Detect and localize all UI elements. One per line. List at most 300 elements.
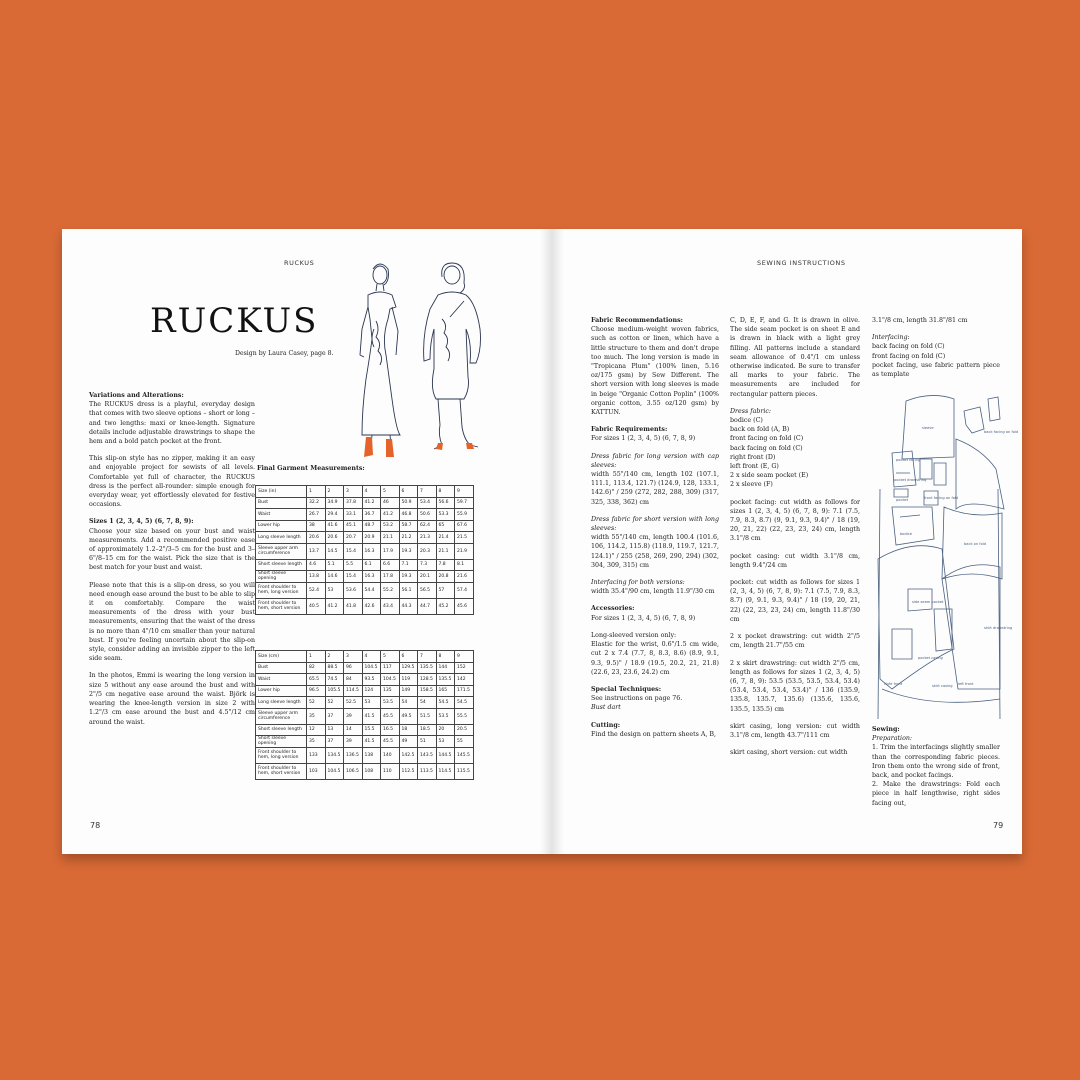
table-cell: 19.3 [399,543,418,559]
dress-fabric-item: 2 x side seam pocket (E) [730,472,809,480]
table-cell: 106.5 [344,763,363,779]
table-row-label: Front shoulder to hem, short version [256,598,307,614]
table-cell: 45.1 [344,520,363,532]
table-cell: 136.5 [344,747,363,763]
table-row [256,685,474,697]
table-row [256,543,474,559]
table-cell: 4.6 [307,559,326,571]
table-row-label: Lower hip [256,520,307,532]
table-cell: 53.6 [344,582,363,598]
table-cell: 13.7 [307,543,326,559]
sizes-heading: Sizes 1 (2, 3, 4, 5) (6, 7, 8, 9): [89,518,194,526]
table-cell: 16.3 [362,571,381,583]
table-cell: 4 [362,651,381,663]
table-cell: 7.8 [436,559,455,571]
table-cell: 53.5 [381,697,400,709]
table-cell: 12 [307,724,326,736]
table-cell: 145.5 [455,747,474,763]
table-cell: 5 [381,651,400,663]
long-sleeved-only: Long-sleeved version only: [591,631,677,639]
table-cell: 7.1 [399,559,418,571]
table-cell: 5.5 [344,559,363,571]
table-cell: 14 [344,724,363,736]
table-cell: 16.3 [362,543,381,559]
table-cell: 48.7 [362,520,381,532]
table-cell: 114.5 [436,763,455,779]
table-row [256,598,474,614]
accessories-sizes: For sizes 1 (2, 3, 4, 5) (6, 7, 8, 9) [591,614,696,622]
table-row-label: Size (in) [256,486,307,498]
table-cell: 41.8 [344,598,363,614]
table-cell: 5.1 [325,559,344,571]
table-row-label: Bust [256,497,307,509]
table-cell: 6.1 [362,559,381,571]
table-row [256,763,474,779]
diagram-label: pocket [896,498,909,502]
table-header-row [256,486,474,498]
cutting-heading: Cutting: [591,721,621,729]
slipon-note: Please note that this is a slip-on dress, so you will need enough ease around the bust to be able to slip it on comfortably. Compare the waist measurements of the dress with your bust measurements, ensuring that the waist of the dress is no more than 4"/10 cm smaller than your natural bust. If you're feeling uncertain about the slip-on style, consider adding an invisible zipper to the left side seam. [89,581,255,663]
table-row-label: Front shoulder to hem, long version [256,582,307,598]
table-cell: 55.9 [455,509,474,521]
short-dress-shoes [436,443,474,450]
interfacing-item: pocket facing, use fabric pattern piece as template [872,361,1000,379]
slipon-text: This slip-on style has no zipper, making it an easy and enjoyable project for sewists of all levels. Comfortable yet full of character, the RUCKUS dress is the perfect all-rounder: simple enough for everyday wear, yet effortlessly elevated for festive occasions. [89,455,255,509]
table-cell: 45.2 [436,598,455,614]
table-cell: 29.4 [325,509,344,521]
table-cell: 33.1 [344,509,363,521]
table-cell: 57 [436,582,455,598]
table-row [256,582,474,598]
running-head-left: RUCKUS [284,259,315,267]
sewing-step-1: 1. Trim the interfacings slightly smaller than the corresponding fabric pieces. Iron them onto the wrong side of front, back, and pocket facings. [872,744,1000,780]
table-cell: 41.2 [381,509,400,521]
table-cell: 88.5 [325,662,344,674]
table-cell: 53.2 [381,520,400,532]
table-cell: 9 [455,486,474,498]
table-cell: 152 [455,662,474,674]
sewing-step-2: 2. Make the drawstrings: Fold each piece in half lengthwise, right sides facing out, [872,781,1000,807]
table-cell: 62.4 [418,520,437,532]
table-cell: 115.5 [455,763,474,779]
table-cell: 56.1 [399,582,418,598]
table-cell: 44.7 [418,598,437,614]
diagram-label: back facing on fold [984,430,1019,434]
table-cell: 142.5 [399,747,418,763]
table-cell: 55 [455,736,474,748]
table-cell: 50.9 [399,497,418,509]
table-cell: 58.7 [399,520,418,532]
right-column-3-top [872,316,1000,379]
table-cell: 57.4 [455,582,474,598]
skirt-drawstring: 2 x skirt drawstring: cut width 2"/5 cm, length as follows for sizes 1 (2, 3, 4, 5) (6, 7, 8, 9): 53.5 (53.5, 53.5, 53.4, 53.4) (53.4, 53.4, 53.4, 53.4)" / 136 (135.9, 135.8, 135.7, 135.6) (135.6, 135.6, 135.5, 135.5) cm [730,659,860,713]
table-cell: 15.4 [344,543,363,559]
measurements-title: Final Garment Measurements: [257,465,365,472]
dress-fabric-item: back facing on fold (C) [730,444,803,452]
cap-sleeve-text: width 55"/140 cm, length 102 (107.1, 111.1, 113.4, 121.7) (124.9, 128, 133.1, 142.6)" / 259 (272, 282, 288, 309) (317, 325, 338, 362) cm [591,471,719,506]
table-row-label: Sleeve upper arm circumference [256,543,307,559]
table-cell: 8.1 [455,559,474,571]
sizes-text: Choose your size based on your bust and waist measurements. Add a recommended positive ease of approximately 1.2–2"/3–5 cm for the bust and 3–6"/8–15 cm for the waist. Pick the size that is the best match for your bust and waist. [89,527,255,572]
table-cell: 49.5 [399,708,418,724]
table-cell: 52.5 [344,697,363,709]
table-cell: 53 [362,697,381,709]
table-cell: 46.8 [399,509,418,521]
measurements-table-cm [255,650,474,780]
left-text-column [89,391,255,735]
col2-intro: C, D, E, F, and G. It is drawn in olive. The side seam pocket is on sheet E and is drawn in black with a light grey filling. All patterns include a standard seam allowance of 0.4"/1 cm unless otherwise indicated. Be sure to transfer all marks to your fabric. The measurements are included for rectangular pattern pieces. [730,317,860,398]
table-cell: 55.2 [381,582,400,598]
table-cell: 82 [307,662,326,674]
table-cell: 149 [399,685,418,697]
table-cell: 17.8 [381,571,400,583]
table-cell: 54 [399,697,418,709]
table-cell: 56.6 [436,497,455,509]
table-cell: 119 [399,674,418,686]
elastic-text: Elastic for the wrist, 0.6"/1.5 cm wide, cut 2 x 7.4 (7.7, 8, 8.3, 8.6) (8.9, 9.1, 9.3, 9.5)" / 18.9 (19.5, 20.2, 21, 21.8) (22.6, 23, 23.6, 24.2) cm [591,641,719,676]
table-cell: 21.3 [418,532,437,544]
table-cell: 2 [325,486,344,498]
table-row [256,708,474,724]
table-cell: 3 [344,486,363,498]
table-cell: 142 [455,674,474,686]
diagram-label: right front [884,682,903,686]
dress-fabric-item: left front (E, G) [730,463,779,471]
table-cell: 41.2 [362,497,381,509]
table-cell: 46 [381,497,400,509]
special-heading: Special Techniques: [591,685,662,693]
preparation-label: Preparation: [872,735,913,743]
table-cell: 21.1 [381,532,400,544]
interfacing-heading: Interfacing: [872,334,910,342]
long-dress-figure [360,264,400,455]
table-cell: 105.5 [325,685,344,697]
pattern-layout-diagram [872,389,1019,719]
table-cell: 7.3 [418,559,437,571]
interfacing-label: Interfacing for both versions: [591,579,685,587]
table-cell: 104.5 [381,674,400,686]
table-cell: 114.5 [344,685,363,697]
table-row [256,674,474,686]
table-row-label: Front shoulder to hem, short version [256,763,307,779]
table-cell: 113.5 [418,763,437,779]
bodice-front-piece [892,507,934,545]
table-cell: 6 [399,486,418,498]
table-cell: 84 [344,674,363,686]
dress-fabric-label: Dress fabric: [730,407,772,415]
table-cell: 41.5 [362,736,381,748]
back-facing-piece [964,407,984,433]
diagram-label: left front [958,682,974,686]
table-row [256,520,474,532]
table-row [256,497,474,509]
interfacing-item: back facing on fold (C) [872,343,945,351]
table-cell: 20.8 [436,571,455,583]
cutting-text: Find the design on pattern sheets A, B, [591,730,717,738]
table-row-label: Front shoulder to hem, long version [256,747,307,763]
table-cell: 53.5 [436,708,455,724]
accessories-heading: Accessories: [591,605,635,613]
dress-fabric-item: right front (D) [730,453,776,461]
table-cell: 53 [436,736,455,748]
photos-text: In the photos, Emmi is wearing the long version in size 5 without any ease around the bust and with 2"/5 cm negative ease around the waist. Björk is wearing the knee-length version in size 2 with 1.2"/3 cm ease around the bust and 4.5"/12 cm around the waist. [89,672,255,726]
table-cell: 52 [307,697,326,709]
table-row-label: Short sleeve opening [256,571,307,583]
table-cell: 52.4 [307,582,326,598]
table-cell: 1 [307,486,326,498]
fabric-req-sizes: For sizes 1 (2, 3, 4, 5) (6, 7, 8, 9) [591,435,696,443]
fabric-req-heading: Fabric Requirements: [591,426,668,434]
table-cell: 59.7 [455,497,474,509]
table-cell: 49 [399,736,418,748]
variations-heading: Variations and Alterations: [89,392,184,399]
table-row-label: Waist [256,674,307,686]
table-cell: 135.5 [418,662,437,674]
dress-fabric-item: bodice (C) [730,417,763,425]
table-cell: 18.5 [418,724,437,736]
diagram-label: sleeve [922,426,934,430]
table-cell: 14.5 [325,543,344,559]
table-cell: 53.4 [418,497,437,509]
diagram-label: bodice [900,532,912,536]
table-cell: 3 [344,651,363,663]
table-row [256,571,474,583]
right-column-1 [591,316,719,747]
table-row [256,747,474,763]
table-cell: 56.5 [418,582,437,598]
bodice-piece [956,439,1004,509]
pocket-facing: pocket facing: cut width as follows for sizes 1 (2, 3, 4, 5) (6, 7, 8, 9): 7.1 (7.5, 7.9, 8.3, 8.7) (9, 9.1, 9.3, 9.4)" / 18 (19, 20, 21, 22) (22, 23, 23, 24) cm, length 3.1"/8 cm [730,498,860,543]
table-row-label: Lower hip [256,685,307,697]
table-cell: 112.5 [399,763,418,779]
special-text: See instructions on page 76. [591,695,683,703]
diagram-label: side seam pocket [912,600,944,604]
table-cell: 1 [307,651,326,663]
long-dress-boots [364,437,394,457]
diagram-label: pocket drawstring [894,478,927,482]
table-cell: 6.6 [381,559,400,571]
table-cell: 4 [362,486,381,498]
table-cell: 20 [436,724,455,736]
table-cell: 5 [381,486,400,498]
table-cell: 110 [381,763,400,779]
table-cell: 19.3 [399,571,418,583]
table-cell: 21.6 [455,571,474,583]
running-head-right: SEWING INSTRUCTIONS [757,259,846,267]
diagram-label: pocket casing [918,656,943,660]
table-cell: 96 [344,662,363,674]
table-cell: 15.5 [362,724,381,736]
table-cell: 35 [307,708,326,724]
table-cell: 51 [418,736,437,748]
table-row-label: Sleeve upper arm circumference [256,708,307,724]
table-cell: 140 [381,747,400,763]
dress-illustrations [346,259,501,467]
table-cell: 20.5 [455,724,474,736]
cap-sleeve-label: Dress fabric for long version with cap sleeves: [591,452,719,469]
pocket-drawstring-piece [934,463,946,485]
table-cell: 54.4 [362,582,381,598]
diagram-label: pocket facing [896,458,921,462]
table-row-label: Short sleeve opening [256,736,307,748]
table-row [256,662,474,674]
measurements-table-inches [255,485,474,615]
dress-fabric-item: back on fold (A, B) [730,426,790,434]
table-row-label: Waist [256,509,307,521]
table-cell: 96.5 [307,685,326,697]
skirt-casing-short: skirt casing, short version: cut width [730,749,848,757]
table-cell: 44.3 [399,598,418,614]
table-cell: 17.9 [381,543,400,559]
interfacing-text: width 35.4"/90 cm, length 11.9"/30 cm [591,588,715,596]
right-column-2 [730,316,860,765]
table-cell: 104.5 [362,662,381,674]
table-cell: 35 [307,736,326,748]
table-cell: 13 [325,724,344,736]
dress-fabric-item: 2 x sleeve (F) [730,481,773,489]
table-cell: 55.5 [455,708,474,724]
diagram-label: skirt casing [932,684,953,688]
table-cell: 93.5 [362,674,381,686]
table-cell: 20.9 [362,532,381,544]
table-cell: 21.4 [436,532,455,544]
table-cell: 20.6 [307,532,326,544]
table-cell: 143.5 [418,747,437,763]
pocket-casing: pocket casing: cut width 3.1"/8 cm, length 9.4"/24 cm [730,552,860,569]
table-cell: 67.6 [455,520,474,532]
table-row [256,509,474,521]
variations-text: The RUCKUS dress is a playful, everyday design that comes with two sleeve options – short or long – and two lengths: maxi or knee-length. Signature details include adjustable drawstrings to shape the hem and a bold patch pocket at the front. [89,401,255,446]
table-cell: 20.7 [344,532,363,544]
bust-dart: Bust dart [591,704,621,712]
table-row [256,532,474,544]
table-cell: 40.5 [307,598,326,614]
table-cell: 37 [325,736,344,748]
table-cell: 14.6 [325,571,344,583]
table-cell: 165 [436,685,455,697]
table-cell: 37.8 [344,497,363,509]
table-cell: 129.5 [399,662,418,674]
table-cell: 9 [455,651,474,663]
table-cell: 39 [344,708,363,724]
table-cell: 37 [325,708,344,724]
skirt-casing-long: skirt casing, long version: cut width 3.1"/8 cm, length 43.7"/111 cm [730,722,860,739]
table-cell: 54.5 [455,697,474,709]
table-cell: 138 [362,747,381,763]
page-gutter [540,229,564,854]
table-row-label: Bust [256,662,307,674]
table-cell: 104.5 [325,763,344,779]
pocket: pocket: cut width as follows for sizes 1 (2, 3, 4, 5) (6, 7, 8, 9): 7.1 (7.5, 7.9, 8.3, 8.7) (9, 9.1, 9.3, 9.4)" / 18 (19, 20, 21, 22) (22, 23, 23, 24) cm, length 11.8"/30 cm [730,579,860,623]
table-header-row [256,651,474,663]
table-cell: 39 [344,736,363,748]
fabric-rec-text: Choose medium-weight woven fabrics, such as cotton or linen, which have a little structure to them and don't drape too much. The long version is made in "Tropicana Plum" (100% linen, 5.16 oz/175 gsm) by Sew Different. The short version with long sleeves is made in beige "Organic Cotton Poplin" (100% organic cotton, 3.55 oz/120 gsm) by KATTUN. [591,326,719,417]
fabric-rec-heading: Fabric Recommendations: [591,317,683,324]
table-cell: 53.3 [436,509,455,521]
table-cell: 54.5 [436,697,455,709]
byline: Design by Laura Casey, page 8. [235,350,334,357]
table-cell: 8 [436,651,455,663]
table-cell: 18 [399,724,418,736]
table-row [256,559,474,571]
table-cell: 41.5 [362,708,381,724]
table-cell: 20.1 [418,571,437,583]
diagram-label: front facing on fold [924,496,959,500]
dress-fabric-list [730,416,860,490]
table-cell: 43.4 [381,598,400,614]
table-cell: 42.6 [362,598,381,614]
table-cell: 135 [381,685,400,697]
table-cell: 36.7 [362,509,381,521]
table-cell: 20.6 [325,532,344,544]
table-cell: 41.6 [325,520,344,532]
sewing-section [872,725,1000,808]
table-row [256,697,474,709]
table-row-label: Long sleeve length [256,532,307,544]
table-cell: 53 [325,582,344,598]
table-row-label: Size (cm) [256,651,307,663]
table-cell: 13.8 [307,571,326,583]
table-cell: 144.5 [436,747,455,763]
table-row-label: Short sleeve length [256,559,307,571]
diagram-label: back on fold [964,542,987,546]
table-cell: 16.5 [381,724,400,736]
table-cell: 50.6 [418,509,437,521]
table-cell: 65 [436,520,455,532]
table-cell: 171.5 [455,685,474,697]
table-cell: 74.5 [325,674,344,686]
short-dress-figure [424,263,481,449]
table-cell: 108 [362,763,381,779]
pocket-facing-piece [920,459,932,479]
table-cell: 7 [418,651,437,663]
table-cell: 20.3 [418,543,437,559]
table-cell: 52 [325,697,344,709]
table-cell: 144 [436,662,455,674]
table-row [256,724,474,736]
table-cell: 124 [362,685,381,697]
table-cell: 8 [436,486,455,498]
table-cell: 134.5 [325,747,344,763]
table-cell: 21.2 [399,532,418,544]
table-row [256,736,474,748]
table-cell: 51.5 [418,708,437,724]
page-number-right: 79 [993,821,1004,830]
table-row-label: Long sleeve length [256,697,307,709]
table-cell: 158.5 [418,685,437,697]
table-cell: 26.7 [307,509,326,521]
table-cell: 54 [418,697,437,709]
diagram-label: skirt drawstring [984,626,1013,630]
table-cell: 45.5 [381,708,400,724]
table-cell: 6 [399,651,418,663]
table-cell: 65.5 [307,674,326,686]
table-cell: 21.1 [436,543,455,559]
table-cell: 41.2 [325,598,344,614]
page-title: RUCKUS [150,301,319,341]
table-cell: 45.6 [455,598,474,614]
magazine-spread [62,229,1022,854]
table-cell: 2 [325,651,344,663]
short-version-label: Dress fabric for short version with long sleeves: [591,515,719,533]
short-version-text: width 55"/140 cm, length 100.4 (101.6, 106, 114.2, 115.8) (118.9, 119.7, 121.7, 124.1)" / 255 (258, 269, 290, 294) (302, 304, 309, 315) cm [591,534,719,569]
dress-fabric-item: front facing on fold (C) [730,435,804,443]
col3-top: 3.1"/8 cm, length 31.8"/81 cm [872,317,968,324]
table-row-label: Short sleeve length [256,724,307,736]
interfacing-item: front facing on fold (C) [872,352,946,360]
table-cell: 7 [418,486,437,498]
sewing-heading: Sewing: [872,726,900,733]
